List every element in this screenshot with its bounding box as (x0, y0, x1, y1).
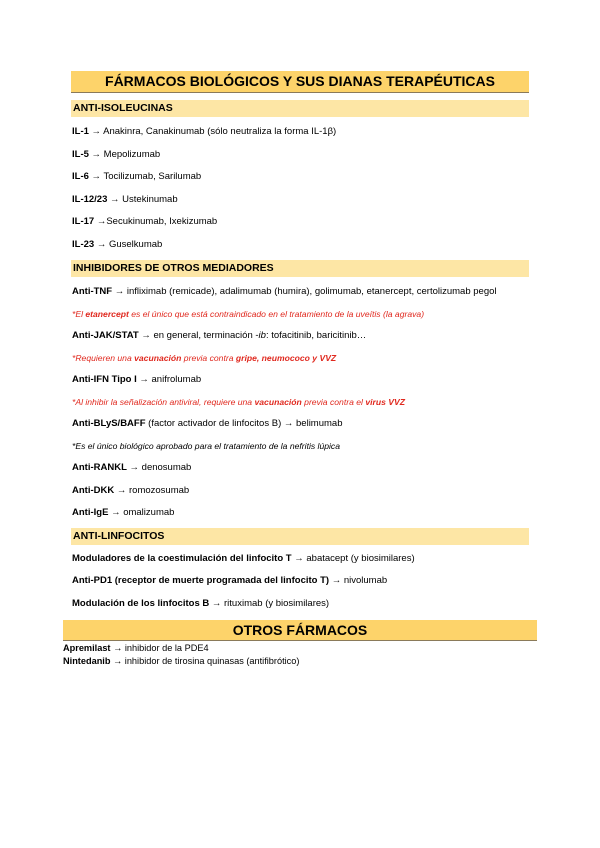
arrow-icon: → (91, 126, 102, 137)
drug-list: abatacept (y biosimilares) (306, 553, 415, 564)
arrow-icon: → (116, 485, 127, 496)
list-item (72, 507, 174, 519)
drug-list: inhibidor de tirosina quinasas (antifibrótico) (124, 656, 300, 666)
list-item (72, 330, 366, 342)
drug-list: infliximab (remicade), adalimumab (humira), golimumab, etanercept, certolizumab pegol (126, 286, 497, 297)
arrow-icon: → (91, 149, 102, 160)
list-item (72, 286, 497, 298)
drug-list: rituximab (y biosimilares) (224, 598, 330, 609)
list-item (63, 642, 209, 654)
note (72, 396, 405, 408)
note-emphasis: gripe, neumococo y VVZ (235, 353, 337, 363)
list-item (72, 194, 178, 206)
drug-list: nivolumab (343, 575, 388, 586)
list-item (72, 575, 387, 587)
drug-list: Ustekinumab (122, 194, 178, 205)
drug-list: omalizumab (123, 507, 175, 518)
target-label: IL-6 (72, 171, 89, 182)
target-label: Anti-PD1 (receptor de muerte programada del linfocito T) (72, 575, 330, 586)
arrow-icon: → (331, 575, 342, 586)
target-label: Nintedanib (63, 656, 111, 666)
list-item (72, 553, 415, 565)
drug-list: inhibidor de la PDE4 (124, 643, 209, 653)
list-item (72, 485, 189, 497)
arrow-icon: → (283, 418, 294, 429)
target-label: Anti-IFN Tipo I (72, 374, 137, 385)
target-label: Anti-DKK (72, 485, 115, 496)
note-text: *Requieren una (72, 353, 135, 363)
section-anti-linfocitos: ANTI-LINFOCITOS (71, 528, 529, 545)
arrow-icon: → (91, 171, 102, 182)
note: *Es el único biológico aprobado para el tratamiento de la nefritis lúpica (72, 441, 341, 451)
list-item (72, 374, 201, 386)
note (72, 308, 424, 320)
list-item (72, 216, 217, 228)
note-emphasis: virus VVZ (365, 397, 405, 407)
drug-list: Tocilizumab, Sarilumab (103, 171, 202, 182)
list-item (72, 598, 329, 610)
drug-list: romozosumab (129, 485, 190, 496)
target-description: (factor activador de linfocitos B) (145, 418, 282, 429)
list-item (72, 462, 191, 474)
drug-list: belimumab (296, 418, 343, 429)
drug-list: Anakinra, Canakinumab (sólo neutraliza la forma IL-1β) (103, 126, 337, 137)
arrow-icon: → (96, 216, 107, 227)
note-text: previa contra (181, 353, 236, 363)
note-emphasis: etanercept (85, 309, 129, 319)
arrow-icon: → (111, 507, 121, 518)
target-label: Anti-JAK/STAT (72, 330, 139, 341)
drug-list: Mepolizumab (103, 149, 161, 160)
drug-list: en general, terminación - (153, 330, 259, 341)
target-label: IL-23 (72, 239, 95, 250)
list-item (72, 171, 201, 183)
target-label: Moduladores de la coestimulación del linfocito T (72, 553, 292, 564)
arrow-icon: → (139, 374, 149, 385)
otros-title: OTROS FÁRMACOS (63, 620, 537, 641)
list-item (72, 418, 342, 430)
list-item (72, 239, 162, 251)
target-label: Apremilast (63, 643, 111, 653)
drug-list: denosumab (141, 462, 192, 473)
arrow-icon: → (211, 598, 222, 609)
arrow-icon: → (96, 239, 107, 250)
note (72, 352, 336, 364)
note-text: previa contra el (301, 397, 366, 407)
arrow-icon: → (110, 194, 120, 205)
target-label: Anti-RANKL (72, 462, 127, 473)
arrow-icon: → (294, 553, 304, 564)
arrow-icon: → (113, 656, 123, 666)
target-label: IL-12/23 (72, 194, 108, 205)
drug-list: : tofacitinib, baricitinib… (265, 330, 367, 341)
target-label: Anti-IgE (72, 507, 109, 518)
target-label: Anti-BLyS/BAFF (72, 418, 146, 429)
note-text: *El (72, 309, 86, 319)
note-emphasis: vacunación (134, 353, 182, 363)
page-title: FÁRMACOS BIOLÓGICOS Y SUS DIANAS TERAPÉUTICAS (71, 71, 529, 93)
section-anti-isoleucinas: ANTI-ISOLEUCINAS (71, 100, 529, 117)
section-inhibidores: INHIBIDORES DE OTROS MEDIADORES (71, 260, 529, 277)
arrow-icon: → (129, 462, 140, 473)
drug-list-suffix: ib (258, 330, 266, 341)
target-label: IL-1 (72, 126, 89, 137)
list-item (72, 126, 336, 138)
drug-list: Secukinumab, Ixekizumab (106, 216, 218, 227)
arrow-icon: → (141, 330, 151, 341)
list-item (72, 149, 160, 161)
note-text: es el único que está contraindicado en el tratamiento de la uveítis (la agrava) (128, 309, 425, 319)
drug-list: Guselkumab (108, 239, 163, 250)
target-label: IL-17 (72, 216, 95, 227)
target-label: Anti-TNF (72, 286, 113, 297)
arrow-icon: → (114, 286, 125, 297)
note-text: *Al inhibir la señalización antiviral, requiere una (72, 397, 255, 407)
target-label: Modulación de los linfocitos B (72, 598, 210, 609)
list-item (63, 655, 299, 667)
target-label: IL-5 (72, 149, 89, 160)
arrow-icon: → (113, 643, 123, 653)
note-emphasis: vacunación (254, 397, 302, 407)
drug-list: anifrolumab (151, 374, 202, 385)
